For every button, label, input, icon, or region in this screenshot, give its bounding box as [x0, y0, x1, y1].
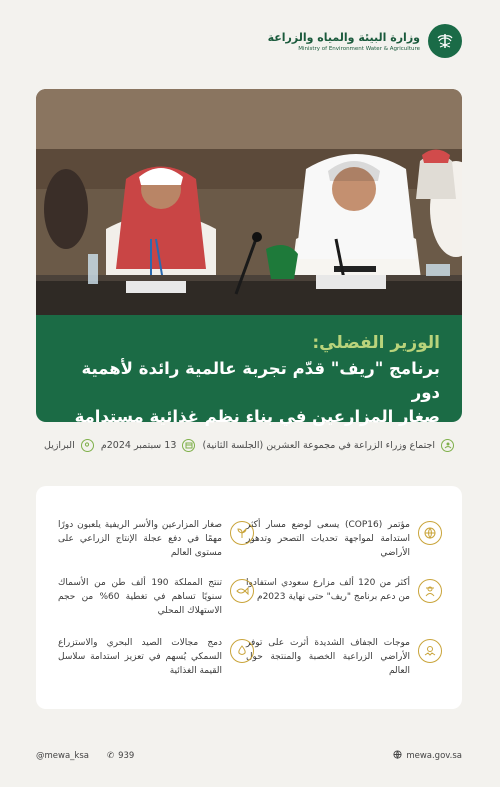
event-date: 13 سبتمبر 2024م — [100, 439, 177, 451]
fact-item — [58, 518, 254, 560]
phone-number[interactable] — [107, 751, 134, 761]
calendar-icon — [182, 439, 195, 452]
website-text: mewa.gov.sa — [406, 751, 462, 761]
phone-text: 939 — [118, 751, 135, 761]
fact-text: صغار المزارعين والأسر الريفية يلعبون دورًا مهمًا في دفع عجلة الإنتاج الزراعي على مستوى العالم — [58, 520, 222, 558]
meeting-icon — [441, 439, 454, 452]
handle-text: @mewa_ksa — [36, 751, 89, 761]
fact-item — [246, 518, 442, 560]
sprout-icon — [230, 521, 254, 545]
globe-icon — [393, 750, 402, 762]
date-info — [101, 439, 196, 452]
phone-icon: ✆ — [106, 751, 115, 761]
fact-text: أكثر من 120 ألف مزارع سعودي استفادوا من دعم برنامج "ريف" حتى نهاية 2023م — [246, 578, 410, 602]
farmer-icon — [418, 579, 442, 603]
minister-label: الوزير الفضلي: — [312, 333, 440, 353]
fact-item — [58, 576, 254, 618]
palm-emblem-icon — [428, 24, 462, 58]
event-meta-row — [36, 430, 462, 460]
event-location: البرازيل — [44, 439, 75, 451]
fact-text: مؤتمر (COP16) يسعى لوضع مسار أكثر استدامة لمواجهة تحديات التصحر وتدهور الأراضي — [246, 520, 410, 558]
fact-item — [58, 636, 254, 678]
event-info — [203, 439, 454, 452]
event-name: اجتماع وزراء الزراعة في مجموعة العشرين (الجلسة الثانية) — [202, 439, 435, 451]
fact-text: تنتج المملكة 190 ألف طن من الأسماك سنويًا تساهم في تغطية 60% من حجم الاستهلاك المحلي — [58, 578, 223, 616]
meeting-photo — [36, 89, 462, 315]
water-icon — [230, 639, 254, 663]
footer — [36, 748, 462, 764]
location-pin-icon — [81, 439, 94, 452]
facts-card — [36, 486, 462, 709]
drought-icon — [418, 639, 442, 663]
globe-icon — [418, 521, 442, 545]
fish-icon — [230, 579, 254, 603]
fact-item — [246, 576, 442, 604]
headline-banner — [36, 315, 462, 426]
fact-text: موجات الجفاف الشديدة أثرت على توفر الأراضي الزراعية الخصبة والمنتجة حول العالم — [246, 638, 410, 676]
ministry-logo — [268, 24, 462, 58]
location-info — [44, 439, 94, 452]
website-link[interactable] — [393, 750, 462, 762]
fact-item — [246, 636, 442, 678]
headline-line-1: برنامج "ريف" قدّم تجربة عالمية رائدة لأهمية دور — [81, 359, 440, 402]
headline-line-2: صغار المزارعين في بناء نظم غذائية مستدامة — [74, 407, 440, 426]
ministry-name-ar: وزارة البيئة والمياه والزراعة — [267, 30, 420, 44]
social-handle[interactable] — [36, 751, 89, 761]
ministry-name-en: Ministry of Environment Water & Agriculture — [298, 45, 420, 52]
fact-text: دمج مجالات الصيد البحري والاستزراع السمكي يُسهم في تعزيز استدامة سلاسل القيمة الغذائية — [58, 638, 222, 676]
